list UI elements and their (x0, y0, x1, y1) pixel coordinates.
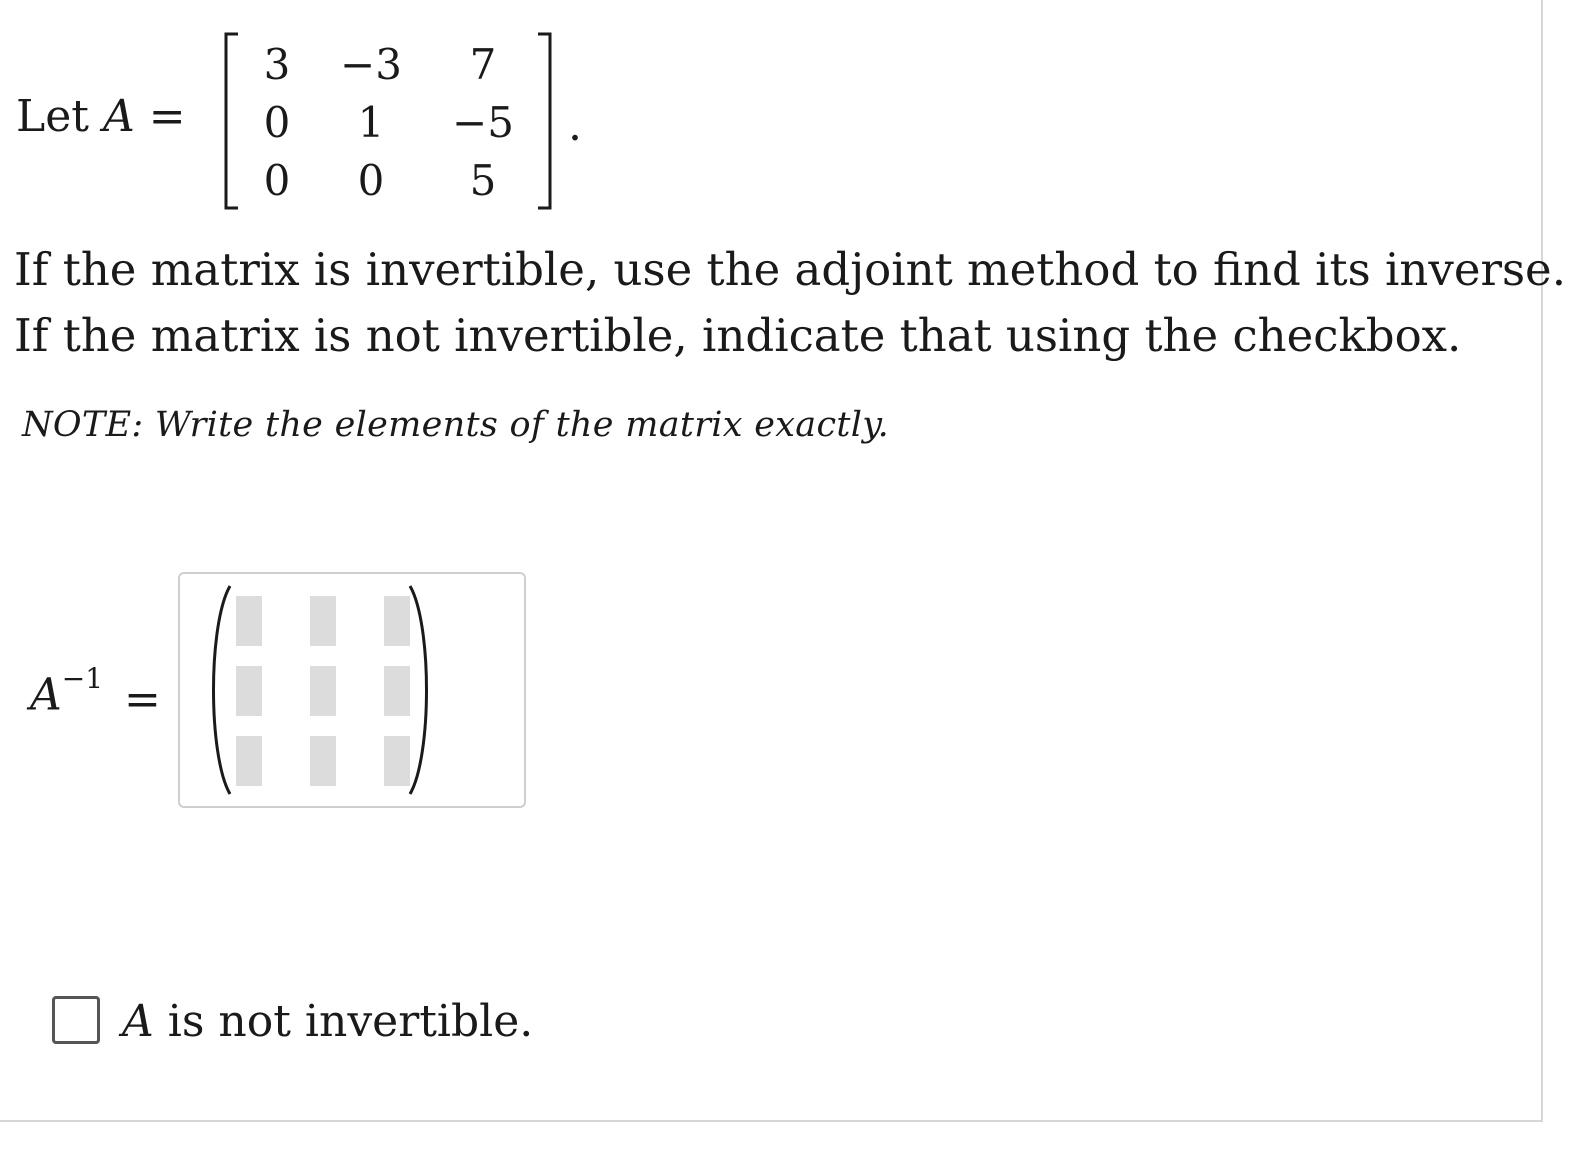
matrix-variable: A (102, 91, 135, 142)
inverse-entry-r1-c3[interactable] (384, 596, 410, 646)
answer-matrix-box (178, 572, 526, 808)
matrix-a-cell-r2-c2: 1 (357, 98, 385, 147)
let-text: Let (16, 91, 89, 142)
matrix-a-cell-r1-c1: 3 (263, 40, 291, 89)
inverse-exponent: −1 (61, 662, 104, 695)
inverse-entry-r1-c2[interactable] (310, 596, 336, 646)
inverse-entry-r3-c3[interactable] (384, 736, 410, 786)
inverse-variable: A (30, 669, 62, 721)
note-text: NOTE: Write the elements of the matrix exactly. (22, 405, 890, 445)
not-invertible-var: A (122, 996, 154, 1047)
matrix-definition-label (16, 90, 186, 144)
not-invertible-label[interactable] (122, 996, 533, 1047)
right-bracket (536, 32, 556, 212)
equals-sign: = (148, 91, 186, 142)
matrix-a-cell-r1-c2: −3 (340, 40, 402, 89)
left-paren (204, 584, 234, 796)
inverse-label (30, 662, 104, 721)
matrix-a-cell-r3-c1: 0 (263, 156, 291, 205)
inverse-entry-r2-c2[interactable] (310, 666, 336, 716)
matrix-a-cell-r3-c2: 0 (357, 156, 385, 205)
inverse-entry-r1-c1[interactable] (236, 596, 262, 646)
inverse-entry-r3-c1[interactable] (236, 736, 262, 786)
not-invertible-checkbox[interactable] (52, 996, 100, 1044)
not-invertible-text: is not invertible. (153, 996, 534, 1047)
inverse-entry-r3-c2[interactable] (310, 736, 336, 786)
right-paren (406, 584, 436, 796)
inverse-entry-r2-c3[interactable] (384, 666, 410, 716)
matrix-a-cell-r2-c1: 0 (263, 98, 291, 147)
inverse-equals-sign: = (124, 674, 161, 725)
matrix-a-cell-r1-c3: 7 (469, 40, 497, 89)
instruction-line-2: If the matrix is not invertible, indicate that using the checkbox. (14, 309, 1462, 362)
matrix-a-cell-r2-c3: −5 (452, 98, 514, 147)
matrix-a-cell-r3-c3: 5 (469, 156, 497, 205)
inverse-entry-r2-c1[interactable] (236, 666, 262, 716)
period: . (568, 100, 582, 151)
instruction-line-1: If the matrix is invertible, use the adjoint method to find its inverse. (14, 243, 1566, 296)
